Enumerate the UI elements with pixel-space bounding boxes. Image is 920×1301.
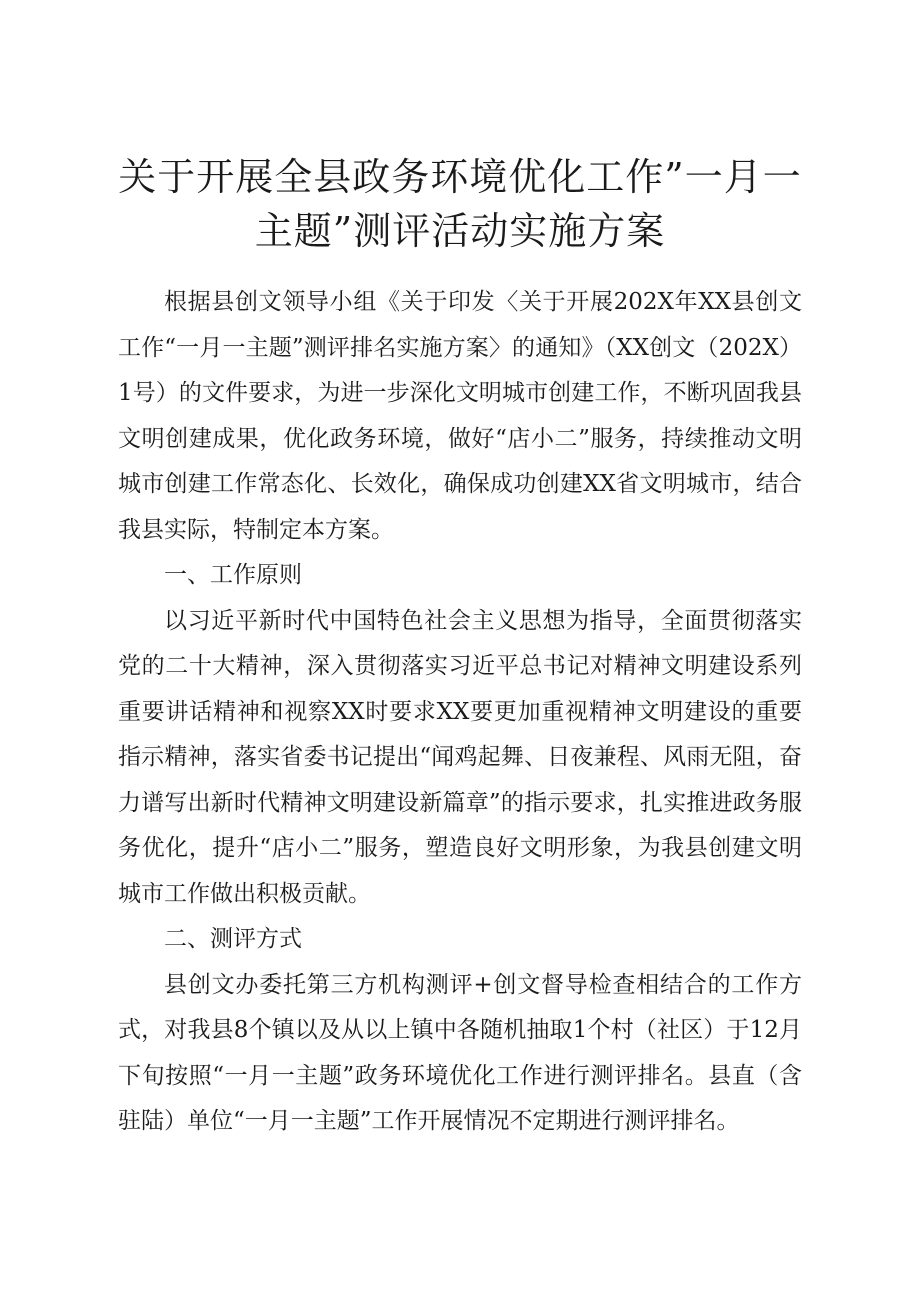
intro-paragraph: 根据县创文领导小组《关于印发〈关于开展202X年XX县创文工作“一月一主题”测评排名实施方案〉的通知》（XX创文（202X）1号）的文件要求，为进一步深化文明城市创建工作，不断巩固我县文明创建成果，优化政务环境，做好“店小二”服务，持续推动文明城市创建工作常态化、长效化，确保成功创建XX省文明城市，结合我县实际，特制定本方案。	[118, 289, 802, 543]
section-heading-principles: 一、工作原则	[164, 562, 302, 588]
section-heading-evaluation-method: 二、测评方式	[164, 926, 302, 952]
document-body	[118, 280, 802, 1145]
evaluation-method-paragraph: 县创文办委托第三方机构测评+创文督导检查相结合的工作方式，对我县8个镇以及从以上镇中各随机抽取1个村（社区）于12月下旬按照“一月一主题”政务环境优化工作进行测评排名。县直（含驻陆）单位“一月一主题”工作开展情况不定期进行测评排名。	[118, 971, 802, 1134]
document-title: 关于开展全县政务环境优化工作”一月一主题”测评活动实施方案	[118, 155, 802, 253]
principles-paragraph: 以习近平新时代中国特色社会主义思想为指导，全面贯彻落实党的二十大精神，深入贯彻落实习近平总书记对精神文明建设系列重要讲话精神和视察XX时要求XX要更加重视精神文明建设的重要指示精神，落实省委书记提出“闻鸡起舞、日夜兼程、风雨无阻，奋力谱写出新时代精神文明建设新篇章”的指示要求，扎实推进政务服务优化，提升“店小二”服务，塑造良好文明形象，为我县创建文明城市工作做出积极贡献。	[118, 607, 802, 907]
